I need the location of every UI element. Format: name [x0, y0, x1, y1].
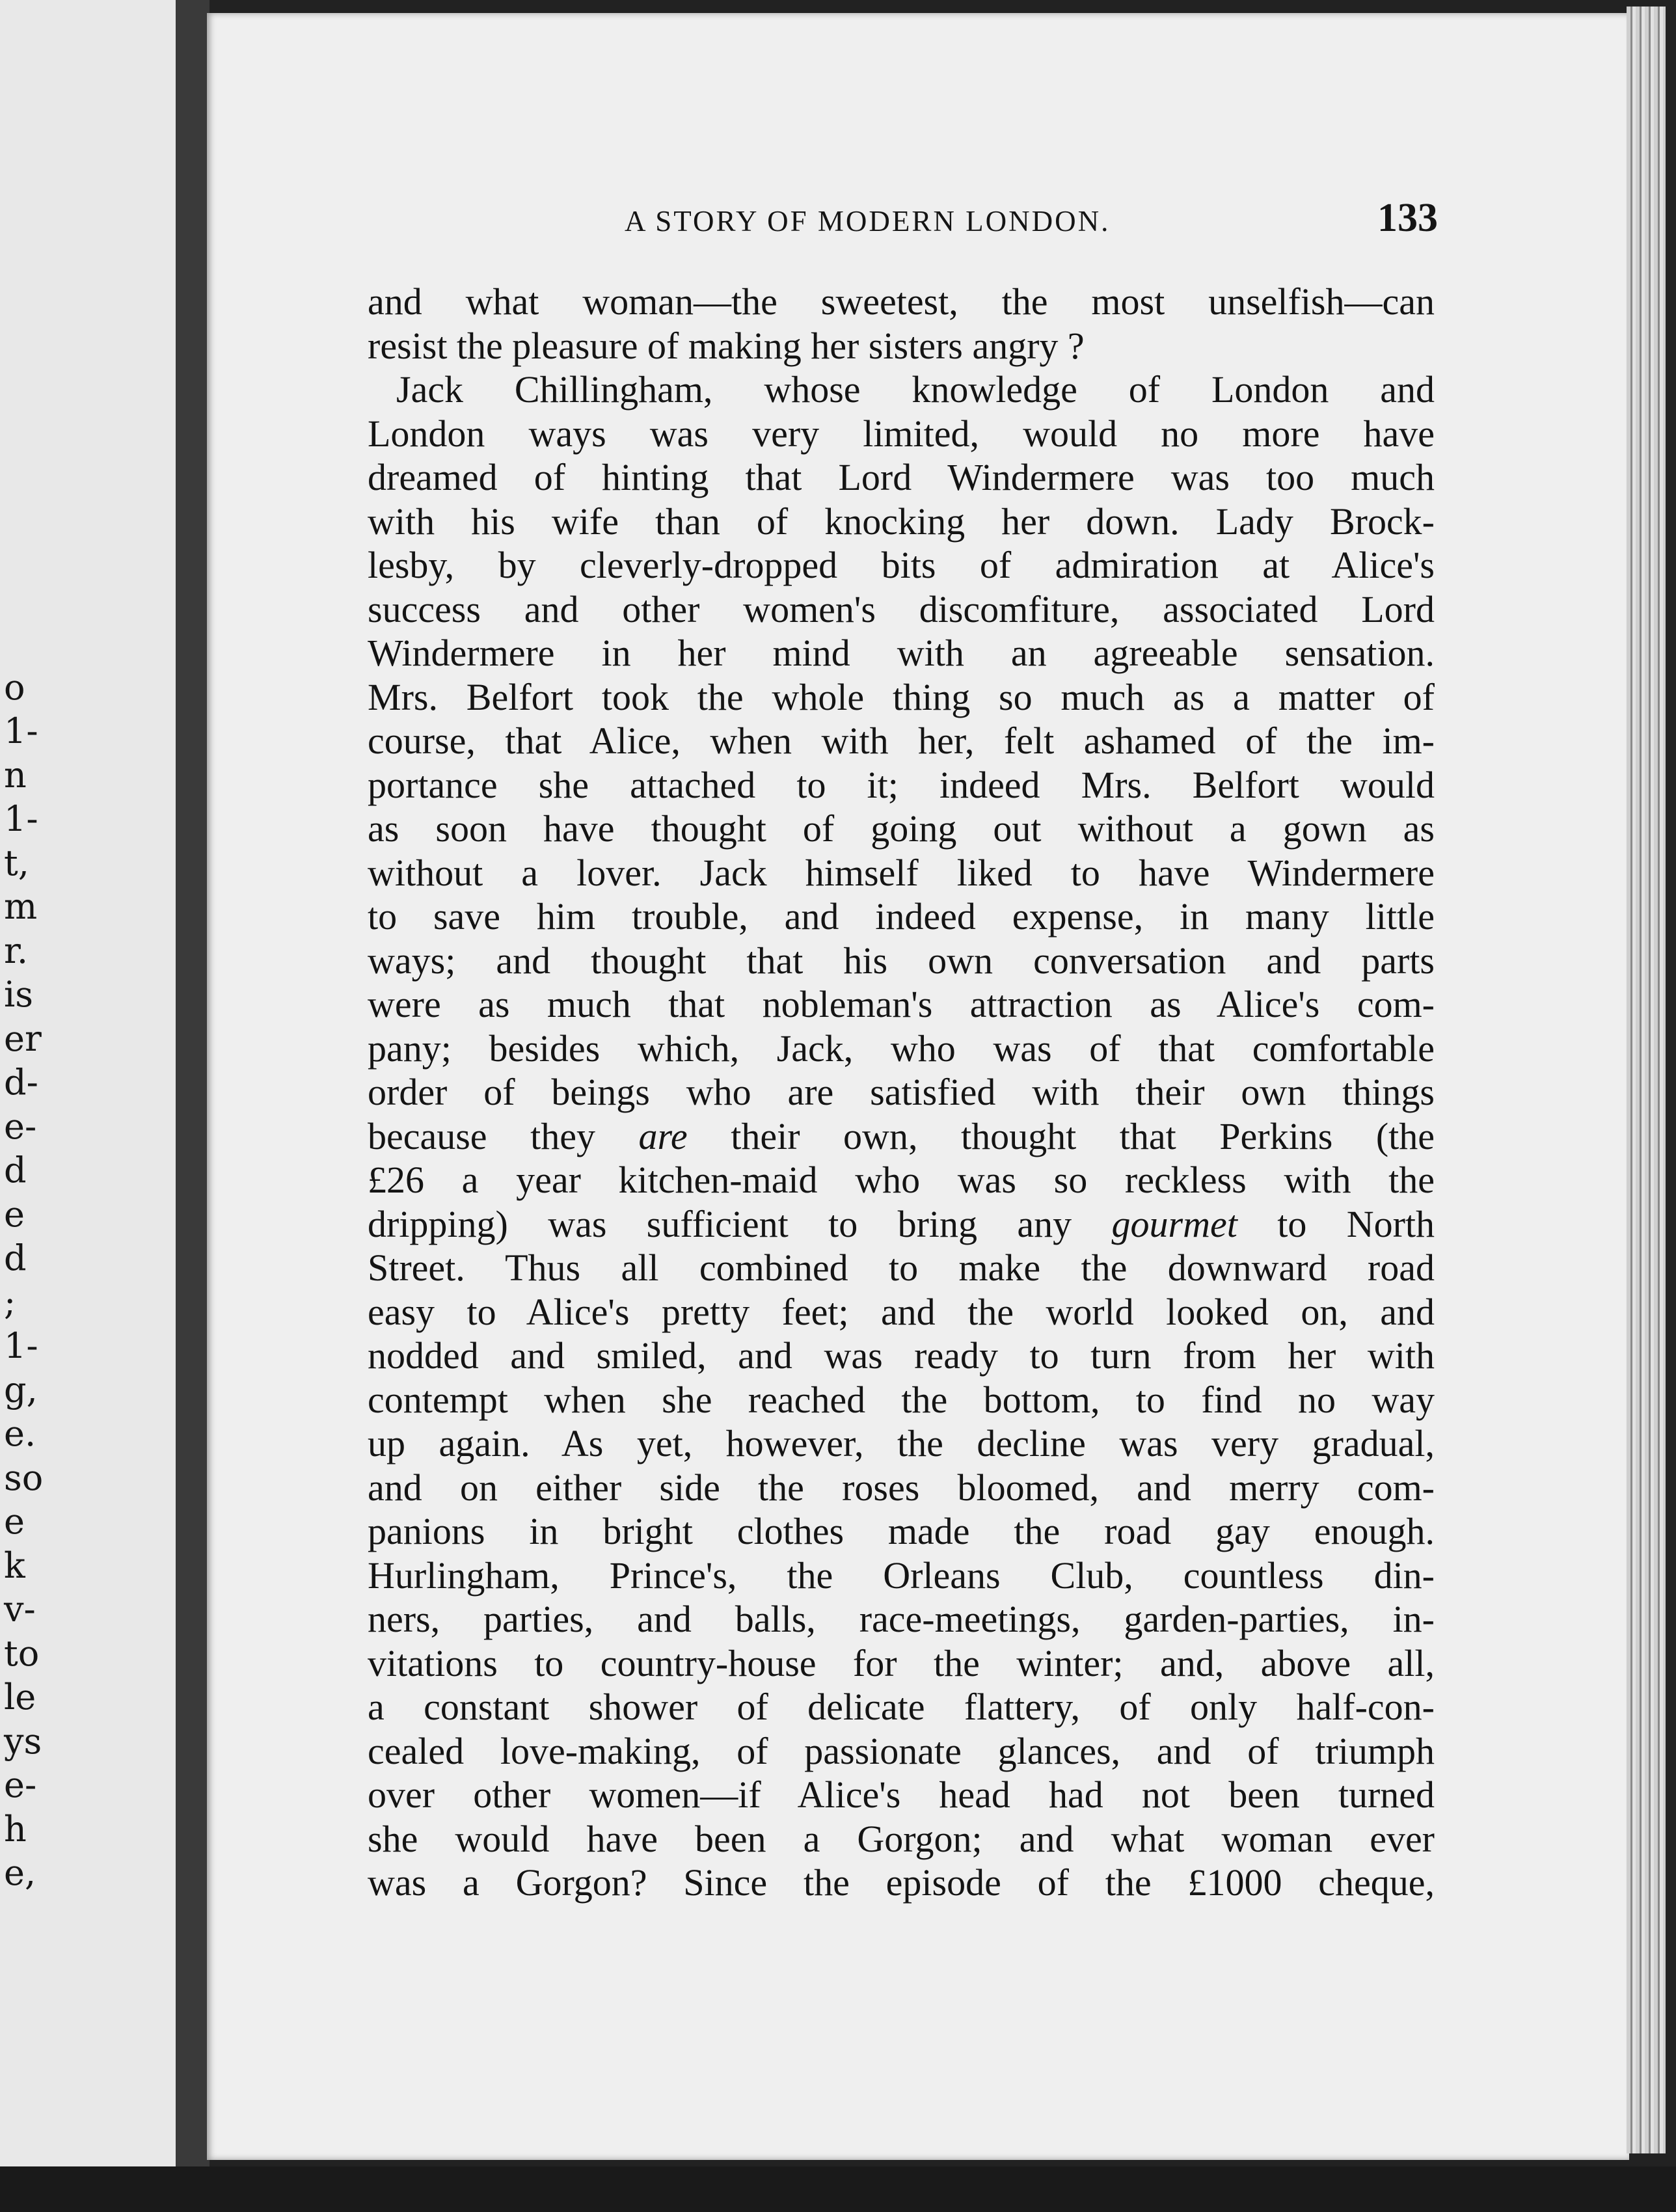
- left-page-fragment: er: [4, 1018, 42, 1059]
- left-page-edge: [0, 0, 189, 2212]
- text-line: was a Gorgon? Since the episode of the £1000 cheque,: [368, 1861, 1435, 1904]
- bottom-edge: [0, 2166, 1676, 2212]
- text-line: resist the pleasure of making her sisters angry ?: [368, 324, 1085, 367]
- text-line: without a lover. Jack himself liked to have Windermere: [368, 851, 1435, 894]
- text-line: Hurlingham, Prince's, the Orleans Club, countless din-: [368, 1554, 1435, 1597]
- left-page-fragment: 1-: [4, 798, 38, 839]
- left-page-fragment: g,: [4, 1369, 38, 1410]
- running-head: A STORY OF MODERN LONDON.: [625, 205, 1111, 237]
- left-page-fragment: e-: [4, 1106, 37, 1147]
- body-text: [368, 280, 1435, 1905]
- left-page-fragment: r.: [4, 930, 29, 971]
- text-line: ways; and thought that his own conversation and parts: [368, 939, 1435, 982]
- left-page-fragment: t,: [4, 843, 29, 883]
- left-page-fragment: e: [4, 1501, 25, 1542]
- left-page-fragment: 1-: [4, 1325, 38, 1366]
- text-line: London ways was very limited, would no more have: [368, 412, 1435, 455]
- text-line: course, that Alice, when with her, felt ashamed of the im-: [368, 720, 1435, 762]
- text-line: Street. Thus all combined to make the downward road: [368, 1247, 1435, 1289]
- left-page-fragment: d-: [4, 1062, 38, 1103]
- text-line: and what woman—the sweetest, the most unselfish—can: [368, 280, 1435, 323]
- page-edges: [1627, 7, 1666, 2153]
- text-line: to save him trouble, and indeed expense, in many little: [368, 895, 1435, 937]
- text-run: their own, thought that Perkins (the: [731, 1114, 1435, 1157]
- text-line: lesby, by cleverly-dropped bits of admiration at Alice's: [368, 544, 1435, 586]
- text-run: dripping) was sufficient to bring any: [368, 1202, 1072, 1245]
- text-line-mixed: [368, 1114, 1435, 1159]
- left-page-fragment: to: [4, 1633, 40, 1674]
- text-line: over other women—if Alice's head had not been turned: [368, 1774, 1435, 1816]
- left-page-fragment: v-: [4, 1589, 36, 1630]
- page-number: 133: [1377, 196, 1438, 240]
- text-line: Mrs. Belfort took the whole thing so much as a matter of: [368, 675, 1435, 718]
- text-line: nodded and smiled, and was ready to turn from her with: [368, 1334, 1435, 1377]
- left-page-fragment: d: [4, 1150, 27, 1191]
- left-page-fragment: o: [4, 667, 25, 708]
- text-line: she would have been a Gorgon; and what woman ever: [368, 1817, 1435, 1860]
- page-header: [625, 195, 1438, 254]
- text-line: £26 a year kitchen-maid who was so reckless with the: [368, 1159, 1435, 1201]
- left-page-fragment: so: [4, 1457, 44, 1498]
- text-line: vitations to country-house for the winter; and, above all,: [368, 1641, 1435, 1684]
- left-page-fragment: e-: [4, 1764, 37, 1805]
- left-page-fragment: d: [4, 1237, 27, 1278]
- left-page-fragment: e,: [4, 1852, 36, 1893]
- text-line: with his wife than of knocking her down. Lady Brock-: [368, 500, 1435, 543]
- text-line: cealed love-making, of passionate glances, and of triumph: [368, 1729, 1435, 1772]
- text-line: ners, parties, and balls, race-meetings, garden-parties, in-: [368, 1598, 1435, 1640]
- text-line: Windermere in her mind with an agreeable sensation.: [368, 632, 1435, 674]
- left-page-fragment: m: [4, 886, 38, 927]
- left-page-fragment: e.: [4, 1413, 36, 1454]
- left-page-fragment: 1-: [4, 710, 38, 751]
- left-page-fragment: n: [4, 755, 27, 796]
- left-page-fragment: le: [4, 1677, 36, 1718]
- text-line: order of beings who are satisfied with their own things: [368, 1071, 1435, 1113]
- left-page-fragment: k: [4, 1545, 25, 1586]
- text-line: up again. As yet, however, the decline was very gradual,: [368, 1422, 1435, 1464]
- left-page-fragment: ;: [4, 1282, 16, 1323]
- text-line: as soon have thought of going out without a gown as: [368, 807, 1435, 850]
- left-page-fragment: is: [4, 974, 33, 1015]
- text-line: and on either side the roses bloomed, and merry com-: [368, 1466, 1435, 1509]
- text-line: easy to Alice's pretty feet; and the world looked on, and: [368, 1290, 1435, 1333]
- text-line: dreamed of hinting that Lord Windermere was too much: [368, 456, 1435, 498]
- text-line: pany; besides which, Jack, who was of that comfortable: [368, 1027, 1435, 1070]
- text-line: panions in bright clothes made the road gay enough.: [368, 1510, 1435, 1552]
- text-line: portance she attached to it; indeed Mrs. Belfort would: [368, 763, 1435, 806]
- text-line: were as much that nobleman's attraction as Alice's com-: [368, 983, 1435, 1025]
- book-spine: [176, 0, 210, 2212]
- left-page-fragment: h: [4, 1809, 27, 1850]
- left-page-fragment: ys: [4, 1721, 42, 1762]
- text-line: success and other women's discomfiture, associated Lord: [368, 587, 1435, 630]
- text-run: to North: [1277, 1202, 1435, 1245]
- left-page-fragment: e: [4, 1194, 25, 1235]
- text-line: a constant shower of delicate flattery, of only half-con-: [368, 1686, 1435, 1728]
- text-line: Jack Chillingham, whose knowledge of London and: [396, 368, 1435, 411]
- text-run-italic: are: [638, 1114, 688, 1157]
- text-line: contempt when she reached the bottom, to find no way: [368, 1378, 1435, 1421]
- text-line-mixed: [368, 1202, 1435, 1247]
- text-run: because they: [368, 1114, 595, 1157]
- text-run-italic: gourmet: [1111, 1202, 1237, 1245]
